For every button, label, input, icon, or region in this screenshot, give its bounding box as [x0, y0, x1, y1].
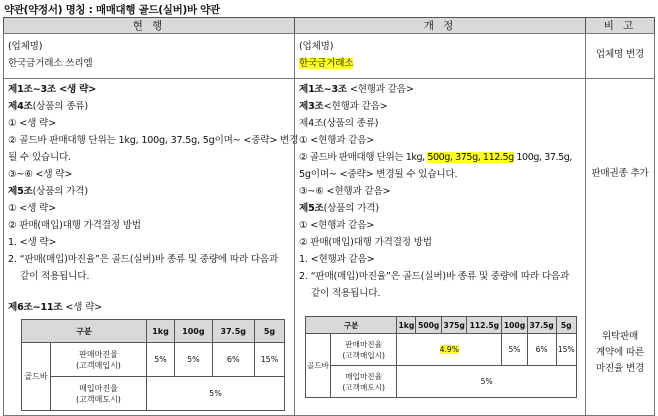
current-article-title: (상품의 종류) [32, 101, 88, 112]
current-line: ① <생 략> [8, 203, 56, 214]
revised-line: 같이 적용됩니다. [311, 288, 381, 299]
current-line: ① <생 략> [8, 118, 56, 129]
revised-line: ① <현행과 같음> [299, 220, 375, 231]
revised-line: ① <현행과 같음> [299, 135, 375, 146]
revised-line: <현행과 같음> [323, 101, 388, 112]
current-article-title: <생 략> [62, 302, 102, 313]
current-company-value: 한국금거래소 쓰리엠 [8, 58, 93, 69]
table-header-col: 37.5g [212, 320, 254, 343]
table-cell: 15% [254, 343, 284, 377]
revised-company-value: 한국금거래소 [299, 58, 354, 69]
remark-line: 계약에 따른 [595, 347, 645, 358]
current-line: 2. “판매(매입)마진율”은 골드(실버)바 종류 및 중량에 따라 다음과 [8, 254, 279, 265]
revised-company-cell [294, 33, 586, 79]
current-line: 같이 적용됩니다. [20, 271, 90, 282]
header-current: 현 행 [3, 17, 295, 34]
current-line: 1. <생 략> [8, 237, 57, 248]
revised-article-num: 제5조 [299, 203, 324, 214]
revised-line: ③~⑥ <현행과 같음> [299, 186, 391, 197]
document-title: 약관(약정서) 명칭 : 매매대행 골드(실버)바 약관 [4, 4, 220, 16]
table-header-col: 5g [556, 317, 576, 334]
added-units-highlight: 500g, 375g, 112.5g [427, 152, 514, 163]
revised-line: 100g, 37.5g, [513, 152, 572, 163]
revised-line: (상품의 가격) [323, 203, 379, 214]
table-group-label: 골드바 [22, 343, 51, 411]
table-header-col: 37.5g [527, 317, 556, 334]
header-remarks: 비 고 [585, 17, 655, 34]
table-header-col: 1kg [146, 320, 174, 343]
comparison-table [3, 17, 655, 416]
revised-line: <현행과 같음> [347, 84, 414, 95]
revised-line: 5g이며~ <중략> 변경될 수 있습니다. [299, 169, 458, 180]
revised-margin-table [305, 316, 577, 398]
current-company-cell [3, 33, 295, 79]
revised-line: ② 판매(매입)대행 가격결정 방법 [299, 237, 432, 248]
merged-margin-highlight: 4.9% [439, 345, 459, 354]
current-line: ② 골드바 판매대행 단위는 1kg, 100g, 37.5g, 5g이며~ <중략> 변경 [8, 135, 299, 146]
table-group-label: 골드바 [306, 334, 331, 398]
current-line: 될 수 있습니다. [8, 152, 71, 163]
current-margin-table [21, 319, 285, 411]
table-header-kind: 구분 [22, 320, 147, 343]
current-article-num: 제6조~11조 [8, 302, 63, 313]
current-line: 제1조~3조 <생 략> [8, 84, 97, 95]
current-line: ③~⑥ <생 략> [8, 169, 73, 180]
table-header-col-added: 500g [416, 317, 441, 334]
table-cell: 6% [527, 334, 556, 366]
table-header-kind: 구분 [306, 317, 397, 334]
table-header-col-added: 112.5g [467, 317, 502, 334]
table-cell: 5% [146, 377, 284, 411]
revised-article-num: 제3조 [299, 101, 324, 112]
current-article-title: (상품의 가격) [32, 186, 88, 197]
table-header-col: 100g [502, 317, 527, 334]
table-header-col: 100g [175, 320, 212, 343]
remark-company-cell [585, 33, 655, 79]
current-company-label: (업체명) [8, 41, 43, 52]
table-cell: 5% [502, 334, 527, 366]
sell-margin-label: 판매마진율 (고객매입시) [331, 334, 397, 366]
sell-margin-label: 판매마진율 (고객매입시) [51, 343, 147, 377]
table-cell: 15% [556, 334, 576, 366]
revised-line: 제4조(상품의 종류) [299, 118, 379, 129]
revised-line: ② 골드바 판매대행 단위는 1kg, [299, 152, 428, 163]
current-article-num: 제5조 [8, 186, 33, 197]
remark-company: 업체명 변경 [595, 49, 645, 60]
table-cell: 5% [146, 343, 174, 377]
revised-company-label: (업체명) [299, 41, 334, 52]
buy-margin-label: 매입마진율 (고객매도시) [331, 366, 397, 398]
table-cell: 5% [175, 343, 212, 377]
revised-article-num: 제1조~3조 [299, 84, 347, 95]
remark-articles-cell [585, 78, 655, 416]
table-header-col: 1kg [397, 317, 416, 334]
revised-line: 2. “판매(매입)마진율”은 골드(실버)바 종류 및 중량에 따라 다음과 [299, 271, 570, 282]
remark-added-units: 판매권종 추가 [591, 168, 649, 179]
remark-line: 마진율 변경 [595, 363, 645, 374]
table-header-col-added: 375g [441, 317, 466, 334]
remark-line: 위탁판매 [601, 331, 639, 342]
table-cell: 5% [397, 366, 577, 398]
table-header-col: 5g [254, 320, 284, 343]
buy-margin-label: 매입마진율 (고객매도시) [51, 377, 147, 411]
current-line: ② 판매(매입)대행 가격결정 방법 [8, 220, 141, 231]
remark-margin-change [586, 329, 654, 377]
table-cell: 6% [212, 343, 254, 377]
header-revised: 개 정 [294, 17, 586, 34]
table-cell-merged [397, 334, 502, 366]
revised-line: 1. <현행과 같음> [299, 254, 375, 265]
current-article-num: 제4조 [8, 101, 33, 112]
